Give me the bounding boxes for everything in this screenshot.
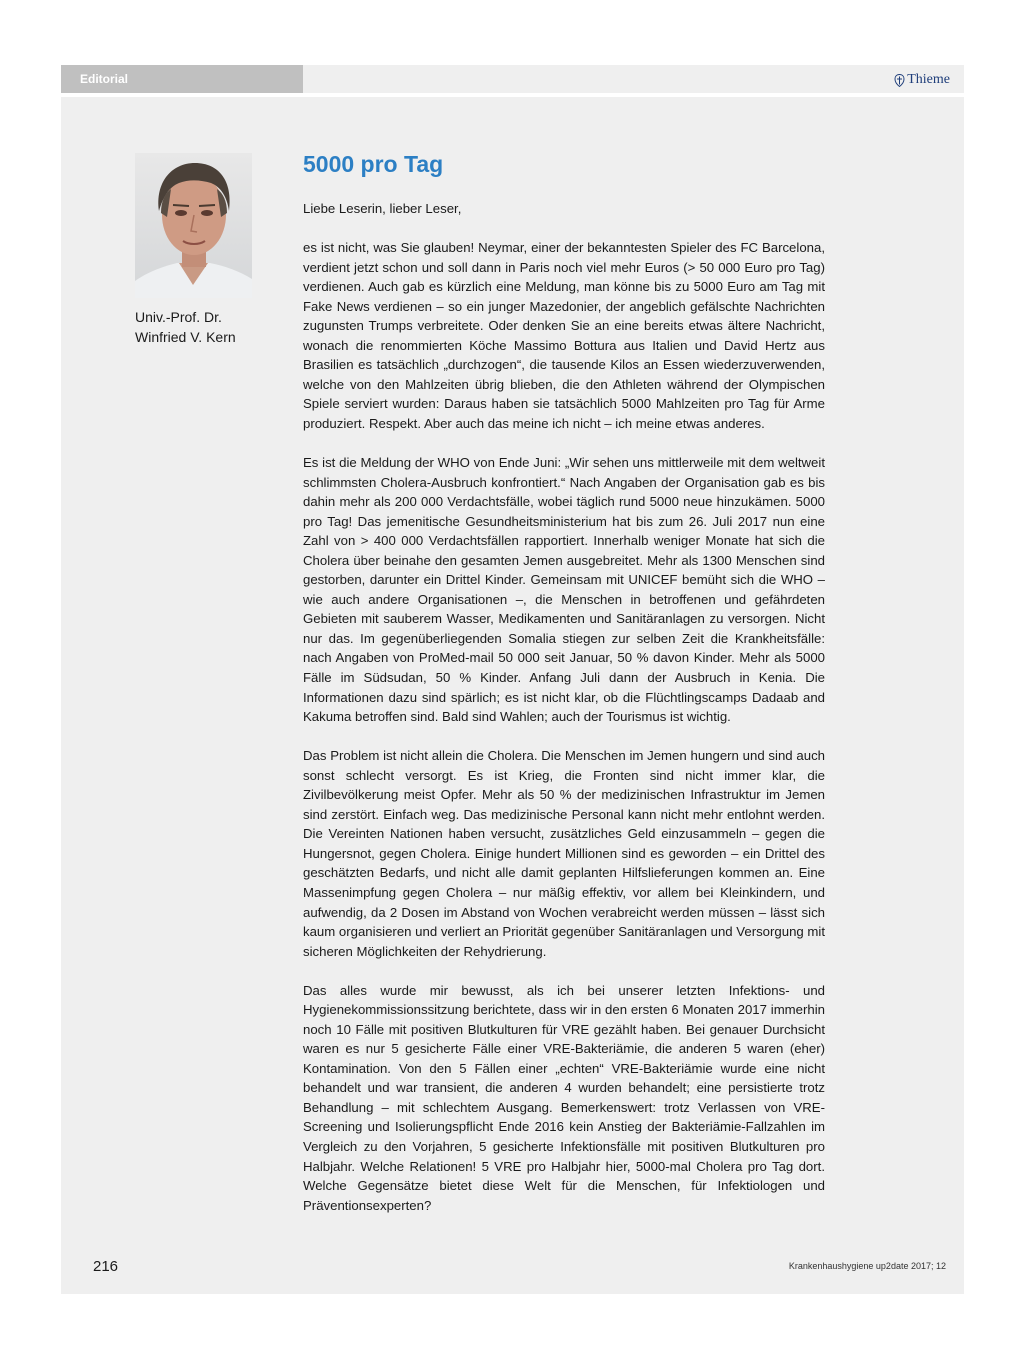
section-label: Editorial — [61, 65, 303, 93]
author-name: Winfried V. Kern — [135, 328, 236, 345]
author-title: Univ.-Prof. Dr. — [135, 309, 222, 325]
thieme-emblem-icon — [894, 74, 905, 87]
article-paragraph-1: es ist nicht, was Sie glauben! Neymar, einer der bekanntesten Spieler des FC Barcelona, verdient jetzt schon und soll dann in Paris noch viel mehr Euros (> 50 000 Euro pro Tag) verdienen. Auch gab es kürzlich eine Meldung, man könne bis zu 5000 Euro am Tag mit Fake News verdienen – so ein junger Mazedonier, der angeblich gefälschte Nachrichten zugunsten Trumps verbreitete. Oder denken Sie an eine bereits etwas ältere Nachricht, wonach die renommierten Köche Massimo Bottura aus Italien und David Hertz aus Brasilien es tatsächlich „durchzogen“, die tausende Kilos an Essen wiederzuverwenden, welche von den Mahlzeiten übrig blieben, die den Athleten während der Olympischen Spiele serviert wurden: Daraus haben sie tatsächlich 5000 Mahlzeiten pro Tag für Arme produziert. Respekt. Aber auch das meine ich nicht – ich meine etwas anderes. — [303, 240, 825, 431]
salutation: Liebe Leserin, lieber Leser, — [303, 201, 462, 216]
article-body — [303, 199, 825, 1235]
article-title: 5000 pro Tag — [303, 151, 444, 177]
author-photo — [135, 153, 252, 298]
article-paragraph-4: Das alles wurde mir bewusst, als ich bei unserer letzten Infektions- und Hygienekommissionssitzung berichtete, dass wir in den ersten 6 Monaten 2017 immerhin noch 10 Fälle mit positiven Blutkulturen für VRE gezählt haben. Bei genauer Durchsicht waren es nur 5 gesicherte Fälle einer VRE-Bakteriämie, die anderen 5 waren (eher) Kontamination. Von den 5 Fällen einer „echten“ VRE-Bakteriämie wurde eine nicht behandelt und war transient, die anderen 4 wurden behandelt; eine persistierte trotz Behandlung – mit schlechtem Ausgang. Bemerkenswert: trotz Verlassen von VRE-Screening und Isolierungspflicht Ende 2016 kein Anstieg der Bakteriämie-Fallzahlen im Vergleich zu den Vorjahren, 5 gesicherte Infektionsfälle mit positiven Blutkulturen pro Halbjahr. Welche Relationen! 5 VRE pro Halbjahr hier, 5000-mal Cholera pro Tag dort. Welche Gegensätze bietet diese Welt für die Menschen, für Infektiologen und Präventionsexperten? — [303, 982, 825, 1213]
journal-citation: Krankenhaushygiene up2date 2017; 12 — [788, 1261, 946, 1271]
publisher-logo[interactable] — [894, 72, 950, 88]
author-caption — [135, 308, 236, 347]
page-number: 216 — [93, 1258, 119, 1275]
article-paragraph-3: Das Problem ist nicht allein die Cholera. Die Menschen im Jemen hungern und sind auch sonst schlecht versorgt. Es ist Krieg, die Fronten sind nicht immer klar, die Zivilbevölkerung meist Opfer. Mehr als 50 % der medizinischen Infrastruktur im Jemen sind zerstört. Einfach weg. Das medizinische Personal kann nicht mehr entlohnt werden. Die Vereinten Nationen haben versucht, zusätzliches Geld einzusammeln – gegen die Hungersnot, gegen Cholera. Einige hundert Millionen sind es geworden – ein Drittel des geschätzten Bedarfs, und nicht alle damit geplanten Hilfslieferungen kommen an. Eine Massenimpfung gegen Cholera – nur mäßig effektiv, vor allem bei Kleinkindern, und aufwendig, da 2 Dosen im Abstand von Wochen verabreicht werden müssen – lässt sich kaum organisieren und verliert an Priorität gegenüber Sanitäranlagen und Versorgung mit sicheren Möglichkeiten der Rehydrierung. — [303, 748, 825, 959]
article-paragraph-2: Es ist die Meldung der WHO von Ende Juni: „Wir sehen uns mittlerweile mit dem weltweit schlimmsten Cholera-Ausbruch konfrontiert.“ Nach Angaben der Organisation gab es bis dahin mehr als 200 000 Verdachtsfälle, wobei täglich rund 5000 neue hinzukämen. 5000 pro Tag! Das jemenitische Gesundheitsministerium hat bis zum 26. Juli 2017 nun eine Zahl von > 400 000 Verdachtsfällen rapportiert. Innerhalb weniger Monate hat sich die Cholera über beinahe den gesamten Jemen ausgebreitet. Mehr als 1300 Menschen sind gestorben, darunter ein Drittel Kinder. Gemeinsam mit UNICEF bemüht sich die WHO – wie auch andere Organisationen –, die Menschen in betroffenen und gefährdeten Gebieten mit sauberem Wasser, Medikamenten und Sanitäranlagen zu versorgen. Nicht nur das. Im gegenüberliegenden Somalia stiegen zur selben Zeit die Krankheitsfälle: nach Angaben von ProMed-mail 50 000 seit Januar, 50 % davon Kinder. Mehr als 5000 Fälle im Südsudan, 50 % Kinder. Anfang Juli dann der Ausbruch in Kenia. Die Informationen dazu sind spärlich; es ist nicht klar, ob die Flüchtlingscamps Dadaab and Kakuma betroffen sind. Bald sind Wahlen; auch der Tourismus ist wichtig. — [303, 454, 825, 725]
publisher-name: Thieme — [907, 72, 950, 87]
